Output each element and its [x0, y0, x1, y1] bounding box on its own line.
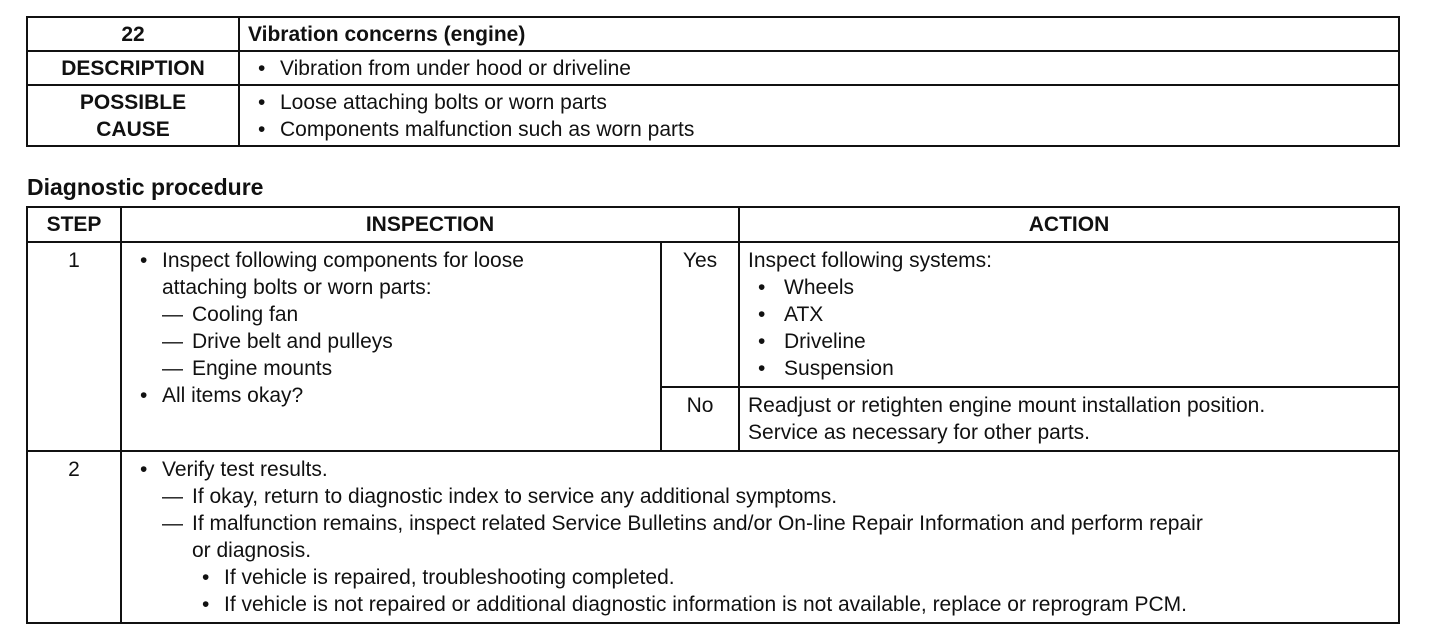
no-action-line1: Readjust or retighten engine mount installation position. — [748, 394, 1266, 417]
step2-number: 2 — [27, 451, 121, 623]
description-item: • Vibration from under hood or driveline — [248, 55, 1390, 82]
step2-verify-text: • Verify test results. — [162, 458, 328, 481]
possible-cause-label-line2: CAUSE — [96, 118, 170, 141]
step2-verify — [130, 456, 1390, 618]
step2-sub-item: • If vehicle is repaired, troubleshooting completed. — [192, 564, 1390, 591]
step1-question: • All items okay? — [130, 382, 652, 409]
description-label: DESCRIPTION — [27, 51, 239, 85]
step2-if-malfunction-line2: or diagnosis. — [192, 539, 312, 562]
step1-yes-label: Yes — [661, 242, 739, 387]
possible-cause-row — [27, 85, 1399, 146]
possible-cause-cell — [239, 85, 1399, 146]
inspection-column-header: INSPECTION — [121, 207, 739, 242]
diagnostic-procedure-table — [26, 206, 1400, 624]
step1-no-label: No — [661, 387, 739, 451]
step2-if-malfunction — [162, 510, 1390, 618]
system-item: • Driveline — [748, 328, 1390, 355]
description-cell — [239, 51, 1399, 85]
cause-item: • Loose attaching bolts or worn parts — [248, 89, 1390, 116]
description-row — [27, 51, 1399, 85]
step1-yes-row — [27, 242, 1399, 387]
procedure-header-row — [27, 207, 1399, 242]
step2-sub-item: • If vehicle is not repaired or additional diagnostic information is not available, replace or reprogram PCM. — [192, 591, 1390, 618]
component-item: — Engine mounts — [162, 355, 652, 382]
summary-table — [26, 16, 1400, 147]
step1-inspection — [121, 242, 661, 451]
step1-number: 1 — [27, 242, 121, 451]
step2-if-malfunction-line1: — If malfunction remains, inspect related Service Bulletins and/or On-line Repair Information and perform repair — [192, 512, 1203, 535]
step1-yes-action — [739, 242, 1399, 387]
summary-title-row — [27, 17, 1399, 51]
cause-item: • Components malfunction such as worn parts — [248, 116, 1390, 143]
step1-inspect-line1: • Inspect following components for loose — [162, 249, 524, 272]
system-item: • Suspension — [748, 355, 1390, 382]
step1-inspect-item — [130, 247, 652, 382]
possible-cause-label — [27, 85, 239, 146]
yes-action-intro: Inspect following systems: — [748, 249, 992, 272]
step2-row — [27, 451, 1399, 623]
component-item: — Cooling fan — [162, 301, 652, 328]
step1-no-action — [739, 387, 1399, 451]
diagnostic-procedure-heading: Diagnostic procedure — [27, 174, 264, 200]
step2-if-okay: — If okay, return to diagnostic index to service any additional symptoms. — [162, 483, 1390, 510]
system-item: • ATX — [748, 301, 1390, 328]
step-column-header: STEP — [27, 207, 121, 242]
step2-content — [121, 451, 1399, 623]
possible-cause-label-line1: POSSIBLE — [79, 91, 187, 114]
system-item: • Wheels — [748, 274, 1390, 301]
step1-inspect-line2: attaching bolts or worn parts: — [162, 276, 432, 299]
symptom-title: Vibration concerns (engine) — [239, 17, 1399, 51]
symptom-number: 22 — [27, 17, 239, 51]
no-action-line2: Service as necessary for other parts. — [748, 421, 1090, 444]
component-item: — Drive belt and pulleys — [162, 328, 652, 355]
action-column-header: ACTION — [739, 207, 1399, 242]
